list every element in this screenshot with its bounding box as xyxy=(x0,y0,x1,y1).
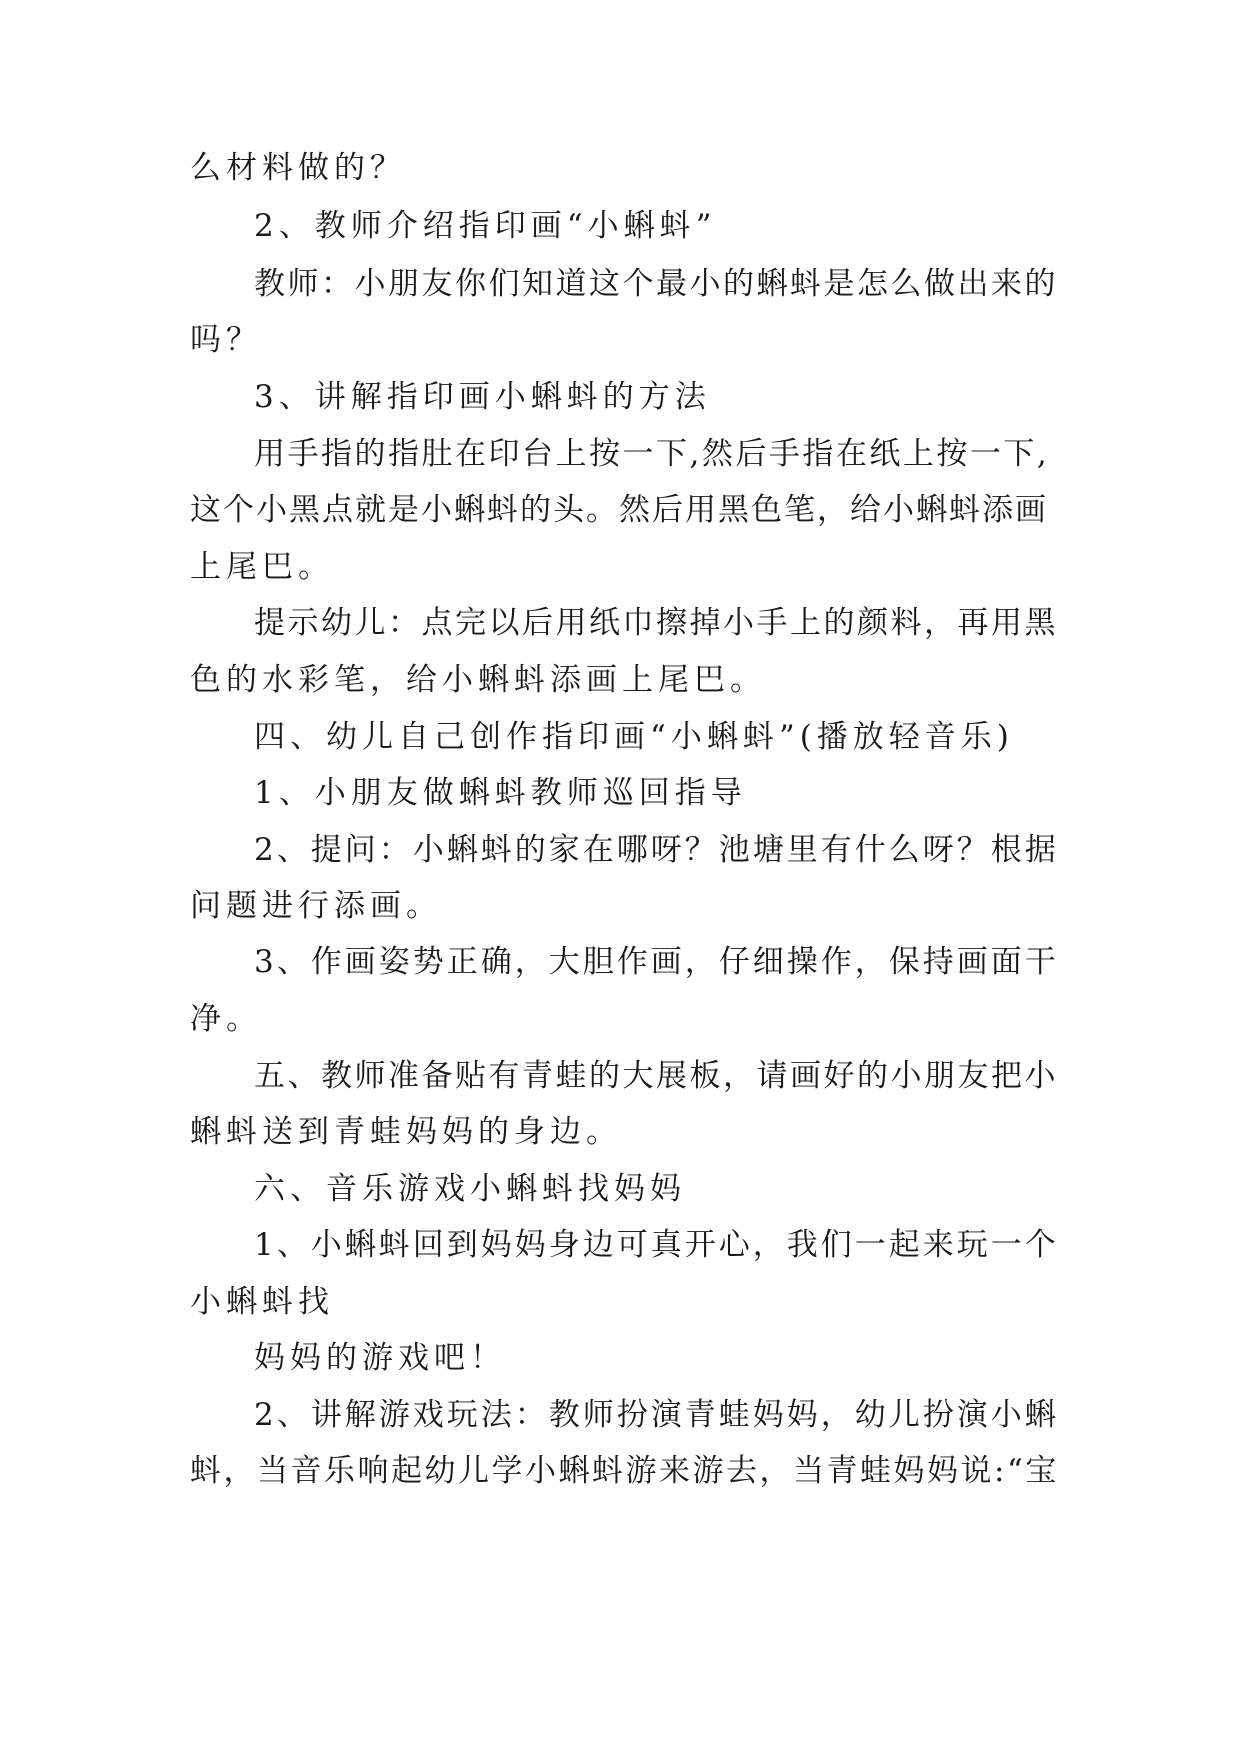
text-line-10: 色的水彩笔，给小蝌蚪添画上尾巴。 xyxy=(190,662,766,698)
text-line-15: 3、作画姿势正确，大胆作画，仔细操作，保持画面干 xyxy=(254,944,1059,980)
text-line-11: 四、幼儿自己创作指印画“小蝌蚪”(播放轻音乐) xyxy=(254,719,1014,755)
text-line-20: 1、小蝌蚪回到妈妈身边可真开心，我们一起来玩一个 xyxy=(254,1227,1059,1263)
text-line-18: 蝌蚪送到青蛙妈妈的身边。 xyxy=(190,1114,622,1150)
text-line-19: 六、音乐游戏小蝌蚪找妈妈 xyxy=(254,1171,686,1207)
text-line-5: 3、讲解指印画小蝌蚪的方法 xyxy=(254,379,711,415)
text-line-8: 上尾巴。 xyxy=(190,549,334,585)
text-line-2: 2、教师介绍指印画“小蝌蚪” xyxy=(254,208,717,244)
text-line-7: 这个小黑点就是小蝌蚪的头。然后用黑色笔，给小蝌蚪添画 xyxy=(190,492,1048,528)
text-line-16: 净。 xyxy=(190,1001,262,1037)
text-line-4: 吗？ xyxy=(190,322,262,358)
text-line-21: 小蝌蚪找 xyxy=(190,1284,334,1320)
text-line-23: 2、讲解游戏玩法：教师扮演青蛙妈妈，幼儿扮演小蝌 xyxy=(254,1397,1059,1433)
text-line-9: 提示幼儿：点完以后用纸巾擦掉小手上的颜料，再用黑 xyxy=(254,605,1058,641)
text-line-22: 妈妈的游戏吧！ xyxy=(254,1340,506,1376)
text-line-24: 蚪，当音乐响起幼儿学小蝌蚪游来游去，当青蛙妈妈说:“宝 xyxy=(190,1453,1059,1489)
text-line-3: 教师：小朋友你们知道这个最小的蝌蚪是怎么做出来的 xyxy=(254,266,1058,302)
text-line-12: 1、小朋友做蝌蚪教师巡回指导 xyxy=(254,775,747,811)
text-line-1: 么材料做的？ xyxy=(190,150,406,186)
text-line-13: 2、提问：小蝌蚪的家在哪呀？池塘里有什么呀？根据 xyxy=(254,832,1059,868)
text-line-14: 问题进行添画。 xyxy=(190,888,442,924)
text-line-6: 用手指的指肚在印台上按一下,然后手指在纸上按一下, xyxy=(254,436,1050,472)
text-line-17: 五、教师准备贴有青蛙的大展板，请画好的小朋友把小 xyxy=(254,1058,1058,1094)
